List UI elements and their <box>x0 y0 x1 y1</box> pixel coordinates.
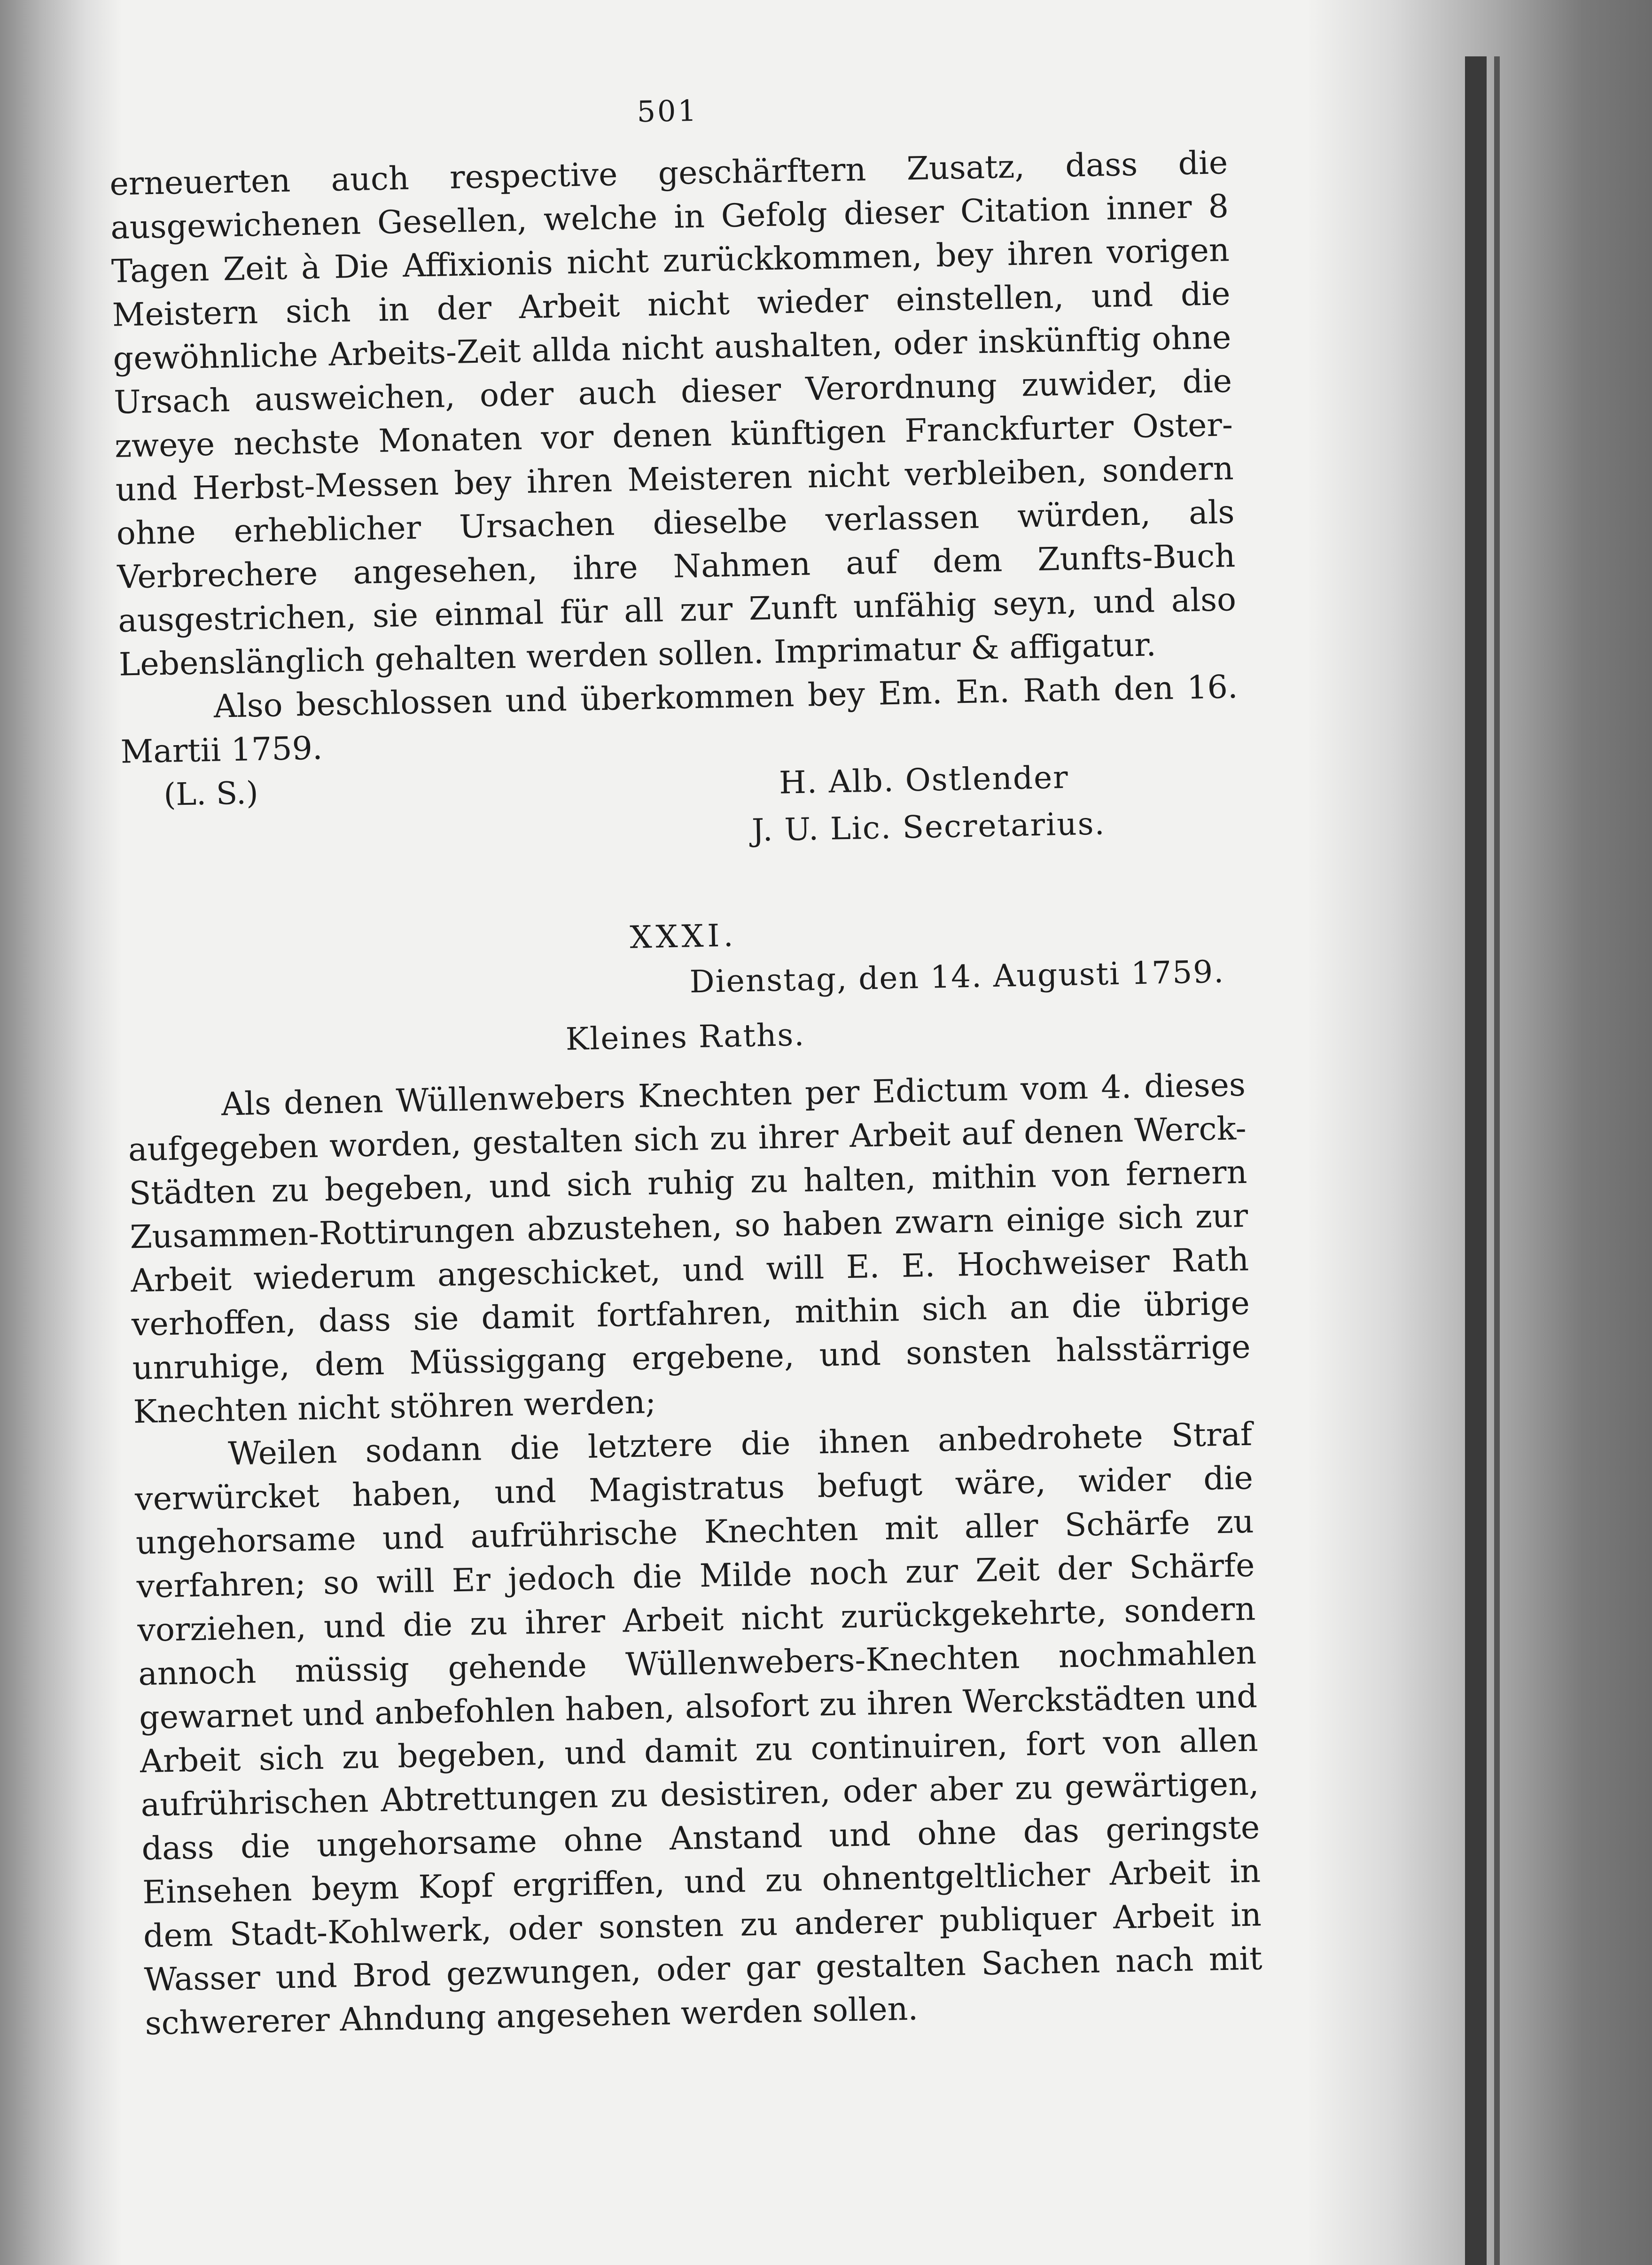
page-content <box>108 83 1263 2046</box>
signature-block <box>121 753 1241 887</box>
section-council: Kleines Raths. <box>565 1016 805 1058</box>
seal-mark: (L. S.) <box>163 774 259 813</box>
signer-title: J. U. Lic. Secretarius. <box>751 805 1106 848</box>
section-paragraph-2: Weilen sodann die letztere die ihnen anbedrohete Straf verwürcket haben, und Magistratus befugt wäre, wider die ungehorsame und aufrührische Knechten mit aller Schärfe zu verfahren; so will Er jedoch die Milde noch zur Zeit der Schärfe vorziehen, und die zu ihrer Arbeit nicht zurückgekehrte, sondern annoch müssig gehende Wüllenwebers-Knechten nochmahlen gewarnet und anbefohlen haben, alsofort zu ihren Werckstädten und Arbeit sich zu begeben, und damit zu continuiren, fort von allen aufrührischen Abtrettungen zu desistiren, oder aber zu gewärtigen, dass die ungehorsame ohne Anstand und ohne das geringste Einsehen beym Kopf ergriffen, und zu ohnentgeltlicher Arbeit in dem Stadt-Kohlwerk, oder sonsten zu anderer publiquer Arbeit in Wasser und Brod gezwungen, oder gar gestalten Sachen nach mit schwererer Ahndung angesehen werden sollen. <box>134 1416 1263 2043</box>
book-spine-edge <box>1465 56 1487 2265</box>
section-date: Dienstag, den 14. Augusti 1759. <box>689 953 1225 1000</box>
section-paragraph-1: Als denen Wüllenwebers Knechten per Edictum vom 4. dieses aufgegeben worden, gestalten sich zu ihrer Arbeit auf denen Werck-Städten zu begeben, und sich ruhig zu halten, mithin von fernern Zusammen-Rottirungen abzustehen, so haben zwarn einige sich zur Arbeit wiederum angeschicket, und will E. E. Hochweiser Rath verhoffen, dass sie damit fortfahren, mithin sich an die übrige unruhige, dem Müssiggang ergebene, und sonsten halsstärrige Knechten nicht stöhren werden; <box>128 1066 1251 1431</box>
section-number: XXXI. <box>629 917 738 956</box>
signer-name: H. Alb. Ostlender <box>779 759 1069 801</box>
closing-paragraph: Also beschlossen und überkommen bey Em. En. Rath den 16. Martii 1759. <box>120 668 1239 771</box>
binding-shadow-left <box>0 0 122 2265</box>
page-number: 501 <box>636 93 699 129</box>
continuation-paragraph: erneuerten auch respective geschärftern Zusatz, dass die ausgewichenen Gesellen, welche in Gefolg dieser Citation inner 8 Tagen Zeit à Die Affixionis nicht zurückkommen, bey ihren vorigen Meistern sich in der Arbeit nicht wieder einstellen, und die gewöhnliche Arbeits-Zeit allda nicht aushalten, oder inskünftig ohne Ursach ausweichen, oder auch dieser Verordnung zuwider, die zweye nechste Monaten vor denen künftigen Franckfurter Oster- und Herbst-Messen bey ihren Meisteren nicht verbleiben, sondern ohne erheblicher Ursachen dieselbe verlassen würden, als Verbrechere angesehen, ihre Nahmen auf dem Zunfts-Buch ausgestrichen, sie einmal für all zur Zunft unfähig seyn, und also Lebenslänglich gehalten werden sollen. Imprimatur & affigatur. <box>109 144 1237 684</box>
book-spine-edge-inner <box>1494 56 1500 2265</box>
